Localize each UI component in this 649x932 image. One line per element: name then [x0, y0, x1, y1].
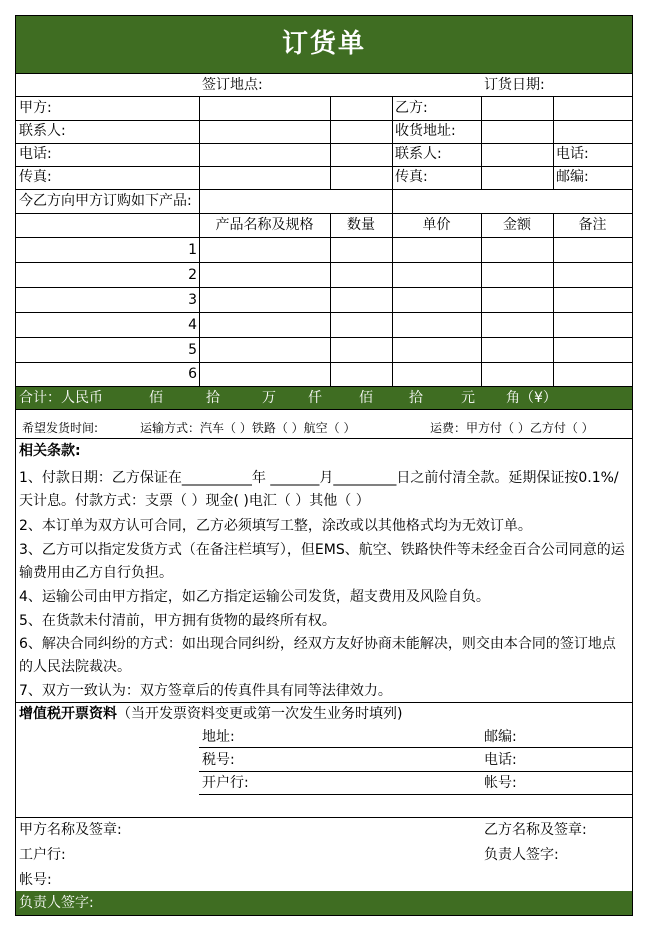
invoice-note: （当开发票资料变更或第一次发生业务时填列) [117, 706, 403, 722]
sign-bank-label: 工户行: [19, 847, 66, 863]
column-header-quantity: 数量 [347, 217, 375, 233]
total-unit: 拾 [206, 390, 220, 406]
person-in-charge-label: 负责人签字: [484, 847, 559, 863]
party-b-fax-label: 传真: [395, 169, 428, 185]
column-header-amount: 金额 [503, 217, 531, 233]
party-a-sign-label: 甲方名称及签章: [19, 822, 122, 838]
delivery-address-label: 收货地址: [395, 123, 456, 139]
row-number: 4 [188, 317, 197, 333]
invoice-heading-line [19, 706, 402, 722]
party-a-fax-label: 传真: [19, 169, 52, 185]
party-b-postcode-label: 邮编: [556, 169, 589, 185]
total-unit: 角（¥） [506, 390, 557, 406]
term-item: 1、付款日期：乙方保证在__________年 _______月_________日之前付清全款。延期保证按0.1%/天计息。付款方式：支票（ ）现金( )电汇（ ）其他（ ） [19, 470, 619, 509]
term-item: 7、双方一致认为：双方签章后的传真件具有同等法律效力。 [19, 683, 392, 699]
order-intro: 今乙方向甲方订购如下产品: [19, 193, 192, 209]
row-number: 2 [188, 267, 197, 283]
delivery-time-label: 希望发货时间: [22, 421, 99, 435]
total-bar [16, 387, 632, 409]
invoice-postcode-label: 邮编: [484, 729, 517, 745]
transport-method: 运输方式：汽车（ ）铁路（ ）航空（ ） [140, 421, 356, 435]
invoice-address-label: 地址: [202, 729, 235, 745]
total-unit: 仟 [308, 390, 322, 406]
term-item: 3、乙方可以指定发货方式（在备注栏填写），但EMS、航空、铁路快件等未经金百合公司同意的运输费用由乙方自行负担。 [19, 542, 625, 581]
row-number: 6 [188, 366, 197, 382]
invoice-phone-label: 电话: [484, 752, 517, 768]
signing-place-label: 签订地点: [202, 77, 263, 93]
row-number: 1 [188, 242, 197, 258]
party-b-label: 乙方: [395, 100, 428, 116]
party-a-label: 甲方: [19, 100, 52, 116]
footer-bar [16, 891, 632, 915]
footer-person-label: 负责人签字: [19, 895, 94, 911]
term-item: 5、在货款未付清前，甲方拥有货物的最终所有权。 [19, 613, 336, 629]
invoice-heading: 增值税开票资料 [19, 706, 117, 722]
invoice-bank-label: 开户行: [202, 775, 249, 791]
party-a-contact-label: 联系人: [19, 123, 66, 139]
invoice-tax-no-label: 税号: [202, 752, 235, 768]
total-label: 合计：人民币 [19, 390, 103, 406]
total-unit: 元 [461, 390, 475, 406]
term-item: 2、本订单为双方认可合同，乙方必须填写工整，涂改或以其他格式均为无效订单。 [19, 518, 532, 534]
row-number: 5 [188, 342, 197, 358]
party-a-phone-label: 电话: [19, 146, 52, 162]
sign-account-label: 帐号: [19, 872, 52, 888]
party-b-sign-label: 乙方名称及签章: [484, 822, 587, 838]
order-form [15, 15, 633, 916]
term-item: 4、运输公司由甲方指定，如乙方指定运输公司发货，超支费用及风险自负。 [19, 589, 490, 605]
column-header-remark: 备注 [578, 217, 607, 233]
party-b-contact-label: 联系人: [395, 146, 442, 162]
total-unit: 佰 [149, 390, 163, 406]
total-unit: 万 [262, 390, 276, 406]
term-item: 6、解决合同纠纷的方式：如出现合同纠纷，经双方友好协商未能解决，则交由本合同的签订地点的人民法院裁决。 [19, 636, 616, 675]
row-number: 3 [188, 292, 197, 308]
invoice-account-label: 帐号: [484, 775, 517, 791]
order-date-label: 订货日期: [484, 77, 545, 93]
total-unit: 拾 [409, 390, 423, 406]
freight-payer: 运费：甲方付（ ）乙方付（ ） [430, 421, 594, 435]
column-header-product: 产品名称及规格 [215, 217, 314, 233]
column-header-unit-price: 单价 [422, 217, 451, 233]
page-title: 订货单 [16, 16, 632, 73]
party-b-phone-label: 电话: [556, 146, 589, 162]
total-unit: 佰 [359, 390, 373, 406]
terms-heading: 相关条款: [19, 443, 81, 459]
